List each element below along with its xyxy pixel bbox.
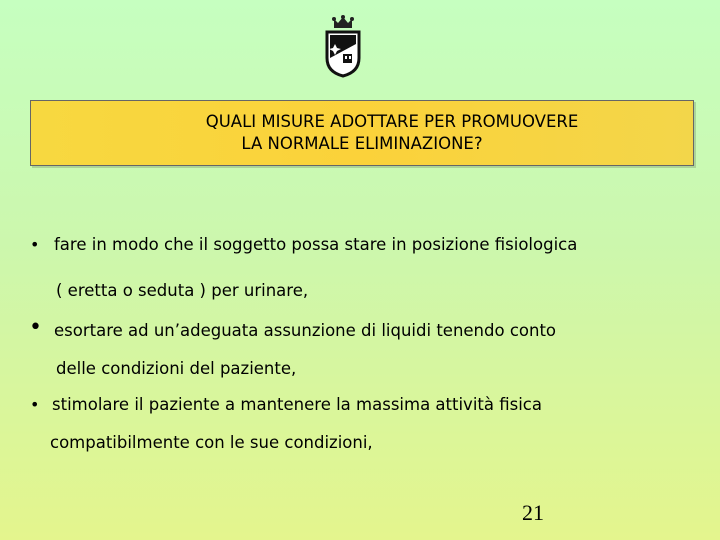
- crest-icon: [321, 14, 365, 78]
- title-box: [30, 100, 694, 166]
- bullet-3-line-1: stimolare il paziente a mantenere la massima attività fisica: [52, 395, 542, 414]
- bullet-2-line-2: delle condizioni del paziente,: [56, 359, 297, 378]
- bullet-1-line-1: fare in modo che il soggetto possa stare in posizione fisiologica: [54, 235, 578, 254]
- bullet-marker: •: [30, 235, 40, 254]
- bullet-2-line-1: esortare ad un’adeguata assunzione di liquidi tenendo conto: [54, 321, 557, 340]
- bullet-marker: •: [29, 315, 42, 340]
- title-line-2: LA NORMALE ELIMINAZIONE?: [241, 134, 483, 153]
- title-line-1: QUALI MISURE ADOTTARE PER PROMUOVERE: [205, 112, 579, 131]
- bullet-1-line-2: ( eretta o seduta ) per urinare,: [56, 281, 309, 300]
- page-number: 21: [522, 500, 544, 525]
- bullet-marker: •: [30, 395, 40, 414]
- bullet-3-line-2: compatibilmente con le sue condizioni,: [50, 433, 373, 452]
